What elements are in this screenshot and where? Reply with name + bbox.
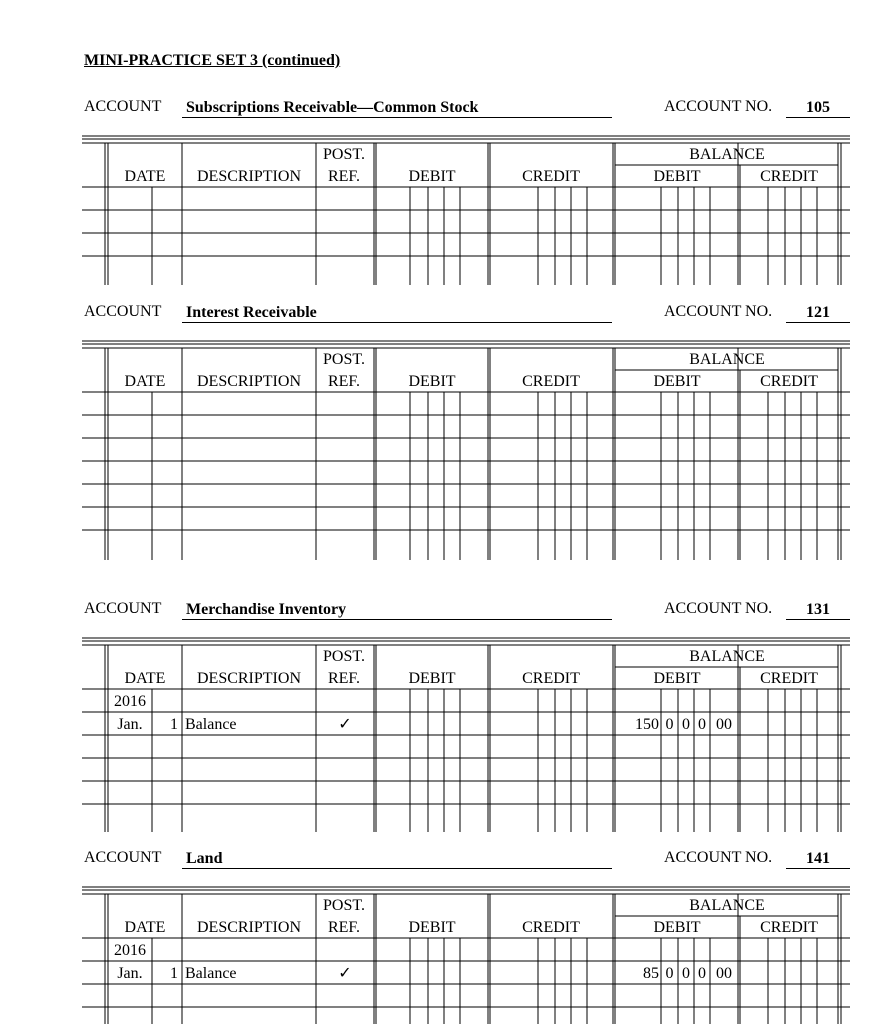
post-ref-header: POST. — [323, 897, 365, 914]
account-no-label: ACCOUNT NO. — [664, 849, 773, 866]
account-name: Land — [186, 850, 223, 867]
account-no-label: ACCOUNT NO. — [664, 303, 773, 320]
post-ref-checkmark: ✓ — [338, 716, 352, 733]
day-cell: 1 — [170, 716, 178, 733]
debit-header: DEBIT — [408, 168, 456, 185]
balance-debit-amount: 00 — [716, 965, 732, 982]
balance-header: BALANCE — [689, 897, 765, 914]
description-cell: Balance — [185, 965, 237, 982]
balance-debit-amount: 0 — [682, 716, 690, 733]
ledger-table — [0, 637, 882, 832]
post-ref-header: REF. — [327, 168, 361, 185]
account-no-label: ACCOUNT NO. — [664, 98, 773, 115]
account-name: Interest Receivable — [186, 304, 317, 321]
balance-debit-header: DEBIT — [653, 670, 701, 687]
balance-debit-amount: 0 — [665, 965, 674, 982]
debit-header: DEBIT — [408, 373, 456, 390]
post-ref-header: REF. — [327, 670, 361, 687]
account-no-underline — [786, 619, 850, 620]
balance-debit-header: DEBIT — [653, 373, 701, 390]
post-ref-header: POST. — [323, 648, 365, 665]
account-name-underline — [182, 322, 612, 323]
date-header: DATE — [124, 373, 166, 390]
account-number: 105 — [806, 99, 830, 116]
balance-header: BALANCE — [689, 351, 765, 368]
description-header: DESCRIPTION — [196, 670, 302, 687]
balance-credit-header: CREDIT — [760, 670, 818, 687]
balance-header: BALANCE — [689, 648, 765, 665]
date-header: DATE — [124, 919, 166, 936]
account-label: ACCOUNT — [84, 303, 162, 320]
account-no-underline — [786, 868, 850, 869]
post-ref-header: REF. — [327, 919, 361, 936]
account-no-underline — [786, 117, 850, 118]
description-header: DESCRIPTION — [196, 373, 302, 390]
year-cell: 2016 — [114, 942, 146, 959]
date-header: DATE — [124, 670, 166, 687]
credit-header: CREDIT — [522, 168, 580, 185]
account-name-underline — [182, 868, 612, 869]
year-cell: 2016 — [114, 693, 146, 710]
credit-header: CREDIT — [522, 919, 580, 936]
post-ref-checkmark: ✓ — [338, 965, 352, 982]
balance-debit-amount: 0 — [698, 965, 706, 982]
ledger-table — [0, 886, 882, 1024]
account-name: Subscriptions Receivable—Common Stock — [186, 99, 479, 116]
balance-debit-amount: 0 — [665, 716, 674, 733]
balance-debit-amount: 0 — [698, 716, 706, 733]
credit-header: CREDIT — [522, 670, 580, 687]
account-no-label: ACCOUNT NO. — [664, 600, 773, 617]
balance-header: BALANCE — [689, 146, 765, 163]
month-cell: Jan. — [117, 716, 143, 733]
balance-debit-amount: 85 — [643, 965, 659, 982]
day-cell: 1 — [170, 965, 178, 982]
balance-debit-amount: 150 — [635, 716, 659, 733]
description-header: DESCRIPTION — [196, 168, 302, 185]
account-label: ACCOUNT — [84, 98, 162, 115]
balance-credit-header: CREDIT — [760, 373, 818, 390]
account-no-underline — [786, 322, 850, 323]
post-ref-header: REF. — [327, 373, 361, 390]
description-cell: Balance — [185, 716, 237, 733]
account-number: 141 — [806, 850, 830, 867]
account-name: Merchandise Inventory — [186, 601, 347, 618]
debit-header: DEBIT — [408, 919, 456, 936]
debit-header: DEBIT — [408, 670, 456, 687]
page-title: MINI-PRACTICE SET 3 (continued) — [84, 52, 341, 69]
account-name-underline — [182, 117, 612, 118]
description-header: DESCRIPTION — [196, 919, 302, 936]
credit-header: CREDIT — [522, 373, 580, 390]
account-label: ACCOUNT — [84, 849, 162, 866]
account-label: ACCOUNT — [84, 600, 162, 617]
account-name-underline — [182, 619, 612, 620]
balance-debit-amount: 00 — [716, 716, 732, 733]
post-ref-header: POST. — [323, 146, 365, 163]
date-header: DATE — [124, 168, 166, 185]
account-number: 131 — [806, 601, 830, 618]
ledger-table — [0, 135, 882, 285]
balance-debit-amount: 0 — [682, 965, 690, 982]
balance-debit-header: DEBIT — [653, 919, 701, 936]
month-cell: Jan. — [117, 965, 143, 982]
balance-debit-header: DEBIT — [653, 168, 701, 185]
account-number: 121 — [806, 304, 830, 321]
post-ref-header: POST. — [323, 351, 365, 368]
ledger-table — [0, 340, 882, 560]
balance-credit-header: CREDIT — [760, 168, 818, 185]
balance-credit-header: CREDIT — [760, 919, 818, 936]
